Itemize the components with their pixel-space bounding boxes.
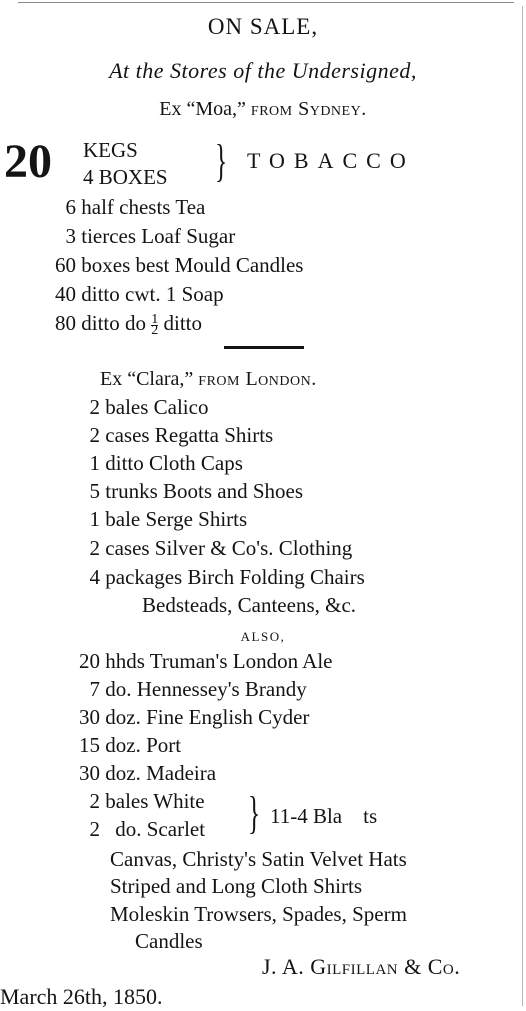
list-item: [60, 478, 303, 504]
item-qty: 30: [79, 705, 100, 729]
list-item: [36, 223, 235, 249]
item-desc: cases Regatta Shirts: [105, 423, 274, 447]
list-item-continuation: Bedsteads, Canteens, &c.: [142, 593, 357, 617]
item-desc: tierces Loaf Sugar: [81, 224, 236, 248]
item-qty: 2: [89, 395, 100, 419]
item-qty: 7: [89, 677, 100, 701]
item-desc: ditto Cloth Caps: [105, 451, 243, 475]
item-desc: bales White: [105, 789, 205, 813]
item-desc: trunks Boots and Shoes: [105, 479, 304, 503]
item-qty: 60: [55, 253, 76, 277]
item-desc: do. Scarlet: [115, 817, 206, 841]
item-desc: ditto cwt. 1 Soap: [81, 282, 224, 306]
signature: J. A. Gilfillan & Co.: [262, 954, 461, 979]
list-item: [60, 816, 205, 842]
item-desc: ditto do: [81, 311, 147, 335]
item-qty: 2: [89, 789, 100, 813]
tail-line: Striped and Long Cloth Shirts: [110, 874, 362, 898]
item-desc: do. Hennessey's Brandy: [105, 677, 307, 701]
list-item: [60, 648, 332, 674]
list-item: [60, 676, 307, 702]
item-qty: 1: [89, 451, 100, 475]
tobacco-boxes: 4 BOXES: [83, 165, 168, 189]
blankets-label: 11-4 Bla ts: [270, 804, 378, 828]
section-divider: [224, 346, 304, 349]
item-desc: cases Silver & Co's. Clothing: [105, 536, 353, 560]
fraction-denominator: 2: [151, 322, 159, 338]
item-desc-tail: ditto: [163, 311, 203, 335]
list-item: [60, 506, 247, 532]
top-rule: [18, 2, 514, 3]
list-item: [60, 788, 205, 814]
list-item: [36, 310, 202, 336]
date-line: March 26th, 1850.: [0, 984, 163, 1009]
list-item: [60, 535, 352, 561]
item-qty: 20: [79, 649, 100, 673]
fraction-numerator: 1: [151, 311, 159, 327]
item-qty: 2: [89, 423, 100, 447]
item-desc: hhds Truman's London Ale: [105, 649, 333, 673]
item-qty: 30: [79, 761, 100, 785]
item-qty: 6: [65, 195, 76, 219]
column-edge: [522, 6, 523, 1006]
item-desc: bale Serge Shirts: [105, 507, 248, 531]
item-qty: 15: [79, 733, 100, 757]
ship-clara-name: Ex “Clara,”: [100, 368, 194, 390]
item-desc: half chests Tea: [81, 195, 206, 219]
item-qty: 5: [89, 479, 100, 503]
ship-clara-origin: from London.: [198, 368, 317, 390]
list-item: [60, 394, 208, 420]
ship-clara-heading: [100, 366, 317, 392]
ad-title: ON SALE,: [207, 14, 319, 39]
item-desc: doz. Madeira: [105, 761, 217, 785]
tobacco-label: TOBACCO: [247, 148, 415, 173]
item-desc: packages Birch Folding Chairs: [105, 565, 365, 589]
list-item: [36, 252, 303, 278]
list-item: [60, 564, 365, 590]
item-qty: 3: [65, 224, 76, 248]
item-qty: 40: [55, 282, 76, 306]
also-heading: ALSO,: [240, 629, 286, 644]
list-item: [60, 422, 273, 448]
tail-line: Canvas, Christy's Satin Velvet Hats: [110, 847, 407, 871]
item-desc: doz. Fine English Cyder: [105, 705, 310, 729]
item-desc: boxes best Mould Candles: [81, 253, 304, 277]
tail-line: Moleskin Trowsers, Spades, Sperm: [110, 902, 407, 926]
list-item: [60, 704, 309, 730]
ship-moa-heading: [0, 96, 526, 122]
list-item: [60, 450, 243, 476]
list-item: [60, 732, 181, 758]
half-fraction: [151, 311, 159, 338]
ship-moa-name: Ex “Moa,”: [159, 98, 246, 120]
item-qty: 80: [55, 311, 76, 335]
item-qty: 1: [89, 507, 100, 531]
tobacco-quantity: 20: [4, 135, 52, 188]
item-desc: bales Calico: [105, 395, 209, 419]
tail-line: Candles: [135, 929, 203, 953]
list-item: [36, 281, 224, 307]
tobacco-kegs: KEGS: [83, 138, 138, 162]
list-item: [60, 760, 216, 786]
item-desc: doz. Port: [105, 733, 182, 757]
ad-subtitle: At the Stores of the Undersigned,: [109, 58, 417, 83]
tobacco-brace: }: [215, 135, 228, 186]
blankets-brace: }: [248, 787, 261, 838]
ship-moa-origin: from Sydney.: [250, 98, 367, 120]
item-qty: 4: [89, 565, 100, 589]
list-item: [36, 194, 205, 220]
item-qty: 2: [89, 536, 100, 560]
item-qty: 2: [89, 817, 100, 841]
